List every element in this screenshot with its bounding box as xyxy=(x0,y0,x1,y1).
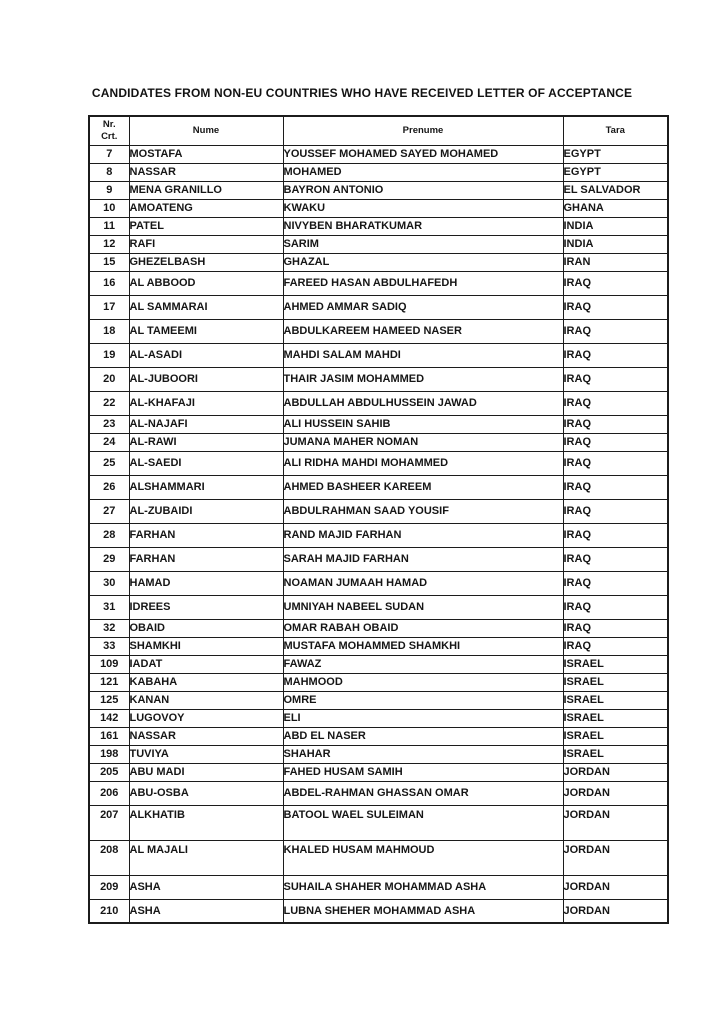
cell-tara: ISRAEL xyxy=(563,673,668,691)
cell-nr-crt: 205 xyxy=(89,763,129,781)
cell-prenume: AHMED AMMAR SADIQ xyxy=(283,295,563,319)
table-row xyxy=(89,145,668,163)
cell-prenume: BATOOL WAEL SULEIMAN xyxy=(283,805,563,840)
header-prenume: Prenume xyxy=(283,116,563,145)
header-nr-line2: Crt. xyxy=(101,130,118,142)
table-row xyxy=(89,367,668,391)
document-title: CANDIDATES FROM NON-EU COUNTRIES WHO HAVE RECEIVED LETTER OF ACCEPTANCE xyxy=(91,86,633,100)
table-row xyxy=(89,499,668,523)
cell-nume: AL-SAEDI xyxy=(129,451,283,475)
cell-tara: JORDAN xyxy=(563,763,668,781)
header-nr-line1: Nr. xyxy=(102,118,116,130)
cell-nume: KANAN xyxy=(129,691,283,709)
table-row xyxy=(89,805,668,840)
table-row xyxy=(89,781,668,805)
cell-prenume: GHAZAL xyxy=(283,253,563,271)
table-row xyxy=(89,571,668,595)
cell-tara: ISRAEL xyxy=(563,709,668,727)
cell-nume: ABU-OSBA xyxy=(129,781,283,805)
cell-tara: IRAQ xyxy=(563,523,668,547)
cell-prenume: ABDULRAHMAN SAAD YOUSIF xyxy=(283,499,563,523)
cell-nr-crt: 16 xyxy=(89,271,129,295)
cell-nume: ASHA xyxy=(129,899,283,923)
cell-tara: JORDAN xyxy=(563,899,668,923)
table-row xyxy=(89,763,668,781)
cell-tara: ISRAEL xyxy=(563,745,668,763)
cell-tara: IRAQ xyxy=(563,271,668,295)
cell-nr-crt: 10 xyxy=(89,199,129,217)
cell-prenume: ELI xyxy=(283,709,563,727)
cell-tara: IRAQ xyxy=(563,571,668,595)
cell-nr-crt: 22 xyxy=(89,391,129,415)
cell-nume: AL-KHAFAJI xyxy=(129,391,283,415)
cell-prenume: SUHAILA SHAHER MOHAMMAD ASHA xyxy=(283,875,563,899)
table-row xyxy=(89,875,668,899)
table-row xyxy=(89,523,668,547)
cell-prenume: FAHED HUSAM SAMIH xyxy=(283,763,563,781)
cell-nume: PATEL xyxy=(129,217,283,235)
cell-nr-crt: 161 xyxy=(89,727,129,745)
cell-nume: AL TAMEEMI xyxy=(129,319,283,343)
cell-nr-crt: 109 xyxy=(89,655,129,673)
table-row xyxy=(89,745,668,763)
cell-nr-crt: 17 xyxy=(89,295,129,319)
cell-nr-crt: 142 xyxy=(89,709,129,727)
cell-prenume: THAIR JASIM MOHAMMED xyxy=(283,367,563,391)
cell-nume: MENA GRANILLO xyxy=(129,181,283,199)
cell-tara: ISRAEL xyxy=(563,727,668,745)
cell-prenume: ALI HUSSEIN SAHIB xyxy=(283,415,563,433)
cell-tara: EL SALVADOR xyxy=(563,181,668,199)
cell-prenume: KHALED HUSAM MAHMOUD xyxy=(283,840,563,875)
table-row xyxy=(89,451,668,475)
cell-prenume: SHAHAR xyxy=(283,745,563,763)
cell-prenume: ABDEL-RAHMAN GHASSAN OMAR xyxy=(283,781,563,805)
cell-nume: GHEZELBASH xyxy=(129,253,283,271)
table-row xyxy=(89,709,668,727)
table-row xyxy=(89,415,668,433)
cell-tara: IRAQ xyxy=(563,637,668,655)
cell-nr-crt: 29 xyxy=(89,547,129,571)
cell-tara: IRAQ xyxy=(563,595,668,619)
cell-tara: IRAQ xyxy=(563,319,668,343)
cell-prenume: OMRE xyxy=(283,691,563,709)
cell-nr-crt: 32 xyxy=(89,619,129,637)
cell-tara: JORDAN xyxy=(563,805,668,840)
cell-tara: EGYPT xyxy=(563,163,668,181)
cell-tara: INDIA xyxy=(563,235,668,253)
cell-nume: HAMAD xyxy=(129,571,283,595)
cell-nr-crt: 206 xyxy=(89,781,129,805)
cell-nume: AL-ASADI xyxy=(129,343,283,367)
cell-nr-crt: 210 xyxy=(89,899,129,923)
table-row xyxy=(89,181,668,199)
cell-tara: ISRAEL xyxy=(563,655,668,673)
table-body xyxy=(89,145,668,923)
table-row xyxy=(89,840,668,875)
cell-nume: FARHAN xyxy=(129,523,283,547)
cell-nr-crt: 27 xyxy=(89,499,129,523)
cell-nr-crt: 11 xyxy=(89,217,129,235)
table-row xyxy=(89,637,668,655)
cell-prenume: YOUSSEF MOHAMED SAYED MOHAMED xyxy=(283,145,563,163)
cell-prenume: LUBNA SHEHER MOHAMMAD ASHA xyxy=(283,899,563,923)
cell-prenume: ALI RIDHA MAHDI MOHAMMED xyxy=(283,451,563,475)
table-row xyxy=(89,727,668,745)
table-row xyxy=(89,899,668,923)
table-row xyxy=(89,271,668,295)
cell-nume: AL ABBOOD xyxy=(129,271,283,295)
table-row xyxy=(89,319,668,343)
cell-nr-crt: 8 xyxy=(89,163,129,181)
cell-prenume: ABD EL NASER xyxy=(283,727,563,745)
cell-prenume: MAHMOOD xyxy=(283,673,563,691)
table-row xyxy=(89,547,668,571)
cell-nume: IADAT xyxy=(129,655,283,673)
cell-tara: IRAQ xyxy=(563,499,668,523)
table-row xyxy=(89,433,668,451)
table-row xyxy=(89,343,668,367)
cell-nume: ASHA xyxy=(129,875,283,899)
cell-prenume: NOAMAN JUMAAH HAMAD xyxy=(283,571,563,595)
cell-tara: JORDAN xyxy=(563,840,668,875)
cell-tara: IRAN xyxy=(563,253,668,271)
cell-nr-crt: 33 xyxy=(89,637,129,655)
cell-nr-crt: 30 xyxy=(89,571,129,595)
table-row xyxy=(89,475,668,499)
cell-nume: ABU MADI xyxy=(129,763,283,781)
cell-tara: IRAQ xyxy=(563,343,668,367)
cell-tara: IRAQ xyxy=(563,619,668,637)
cell-nr-crt: 18 xyxy=(89,319,129,343)
table-row xyxy=(89,595,668,619)
cell-prenume: MAHDI SALAM MAHDI xyxy=(283,343,563,367)
table-row xyxy=(89,673,668,691)
cell-tara: IRAQ xyxy=(563,295,668,319)
cell-prenume: ABDULKAREEM HAMEED NASER xyxy=(283,319,563,343)
cell-tara: GHANA xyxy=(563,199,668,217)
cell-nume: MOSTAFA xyxy=(129,145,283,163)
cell-tara: ISRAEL xyxy=(563,691,668,709)
cell-nr-crt: 19 xyxy=(89,343,129,367)
cell-nr-crt: 24 xyxy=(89,433,129,451)
cell-nr-crt: 31 xyxy=(89,595,129,619)
cell-tara: IRAQ xyxy=(563,433,668,451)
candidates-table xyxy=(88,115,669,924)
cell-prenume: BAYRON ANTONIO xyxy=(283,181,563,199)
table-row xyxy=(89,199,668,217)
cell-nume: AL MAJALI xyxy=(129,840,283,875)
cell-prenume: OMAR RABAH OBAID xyxy=(283,619,563,637)
cell-tara: IRAQ xyxy=(563,391,668,415)
cell-nume: NASSAR xyxy=(129,163,283,181)
table-row xyxy=(89,253,668,271)
cell-nume: AL-NAJAFI xyxy=(129,415,283,433)
header-nr-crt xyxy=(89,116,129,145)
cell-nr-crt: 20 xyxy=(89,367,129,391)
cell-prenume: FAREED HASAN ABDULHAFEDH xyxy=(283,271,563,295)
cell-nume: AMOATENG xyxy=(129,199,283,217)
cell-tara: IRAQ xyxy=(563,367,668,391)
cell-nr-crt: 198 xyxy=(89,745,129,763)
table-row xyxy=(89,691,668,709)
cell-tara: EGYPT xyxy=(563,145,668,163)
cell-prenume: AHMED BASHEER KAREEM xyxy=(283,475,563,499)
cell-prenume: NIVYBEN BHARATKUMAR xyxy=(283,217,563,235)
cell-tara: IRAQ xyxy=(563,415,668,433)
cell-nume: ALSHAMMARI xyxy=(129,475,283,499)
cell-nume: ALKHATIB xyxy=(129,805,283,840)
header-row xyxy=(89,116,668,145)
cell-nr-crt: 9 xyxy=(89,181,129,199)
cell-prenume: JUMANA MAHER NOMAN xyxy=(283,433,563,451)
cell-nume: AL-RAWI xyxy=(129,433,283,451)
header-nume: Nume xyxy=(129,116,283,145)
cell-nume: LUGOVOY xyxy=(129,709,283,727)
cell-nr-crt: 208 xyxy=(89,840,129,875)
table-row xyxy=(89,619,668,637)
cell-prenume: MOHAMED xyxy=(283,163,563,181)
cell-tara: JORDAN xyxy=(563,875,668,899)
cell-nr-crt: 28 xyxy=(89,523,129,547)
cell-nume: AL-ZUBAIDI xyxy=(129,499,283,523)
table-row xyxy=(89,235,668,253)
table-row xyxy=(89,295,668,319)
cell-tara: JORDAN xyxy=(563,781,668,805)
cell-prenume: KWAKU xyxy=(283,199,563,217)
cell-nume: SHAMKHI xyxy=(129,637,283,655)
cell-prenume: ABDULLAH ABDULHUSSEIN JAWAD xyxy=(283,391,563,415)
cell-nr-crt: 125 xyxy=(89,691,129,709)
cell-nume: OBAID xyxy=(129,619,283,637)
cell-nr-crt: 207 xyxy=(89,805,129,840)
header-tara: Tara xyxy=(563,116,668,145)
cell-nume: FARHAN xyxy=(129,547,283,571)
table-row xyxy=(89,217,668,235)
cell-nr-crt: 23 xyxy=(89,415,129,433)
table-header xyxy=(89,116,668,145)
cell-nr-crt: 25 xyxy=(89,451,129,475)
cell-prenume: MUSTAFA MOHAMMED SHAMKHI xyxy=(283,637,563,655)
table-row xyxy=(89,163,668,181)
cell-tara: IRAQ xyxy=(563,475,668,499)
cell-tara: IRAQ xyxy=(563,451,668,475)
cell-nume: RAFI xyxy=(129,235,283,253)
cell-nr-crt: 7 xyxy=(89,145,129,163)
cell-nume: AL-JUBOORI xyxy=(129,367,283,391)
cell-nr-crt: 15 xyxy=(89,253,129,271)
cell-nume: KABAHA xyxy=(129,673,283,691)
cell-nume: IDREES xyxy=(129,595,283,619)
cell-nume: NASSAR xyxy=(129,727,283,745)
cell-nr-crt: 121 xyxy=(89,673,129,691)
cell-prenume: FAWAZ xyxy=(283,655,563,673)
cell-nr-crt: 12 xyxy=(89,235,129,253)
cell-tara: IRAQ xyxy=(563,547,668,571)
cell-prenume: RAND MAJID FARHAN xyxy=(283,523,563,547)
cell-tara: INDIA xyxy=(563,217,668,235)
cell-prenume: SARIM xyxy=(283,235,563,253)
cell-prenume: SARAH MAJID FARHAN xyxy=(283,547,563,571)
cell-nume: TUVIYA xyxy=(129,745,283,763)
table-row xyxy=(89,655,668,673)
table-row xyxy=(89,391,668,415)
cell-nr-crt: 209 xyxy=(89,875,129,899)
cell-nume: AL SAMMARAI xyxy=(129,295,283,319)
cell-nr-crt: 26 xyxy=(89,475,129,499)
cell-prenume: UMNIYAH NABEEL SUDAN xyxy=(283,595,563,619)
